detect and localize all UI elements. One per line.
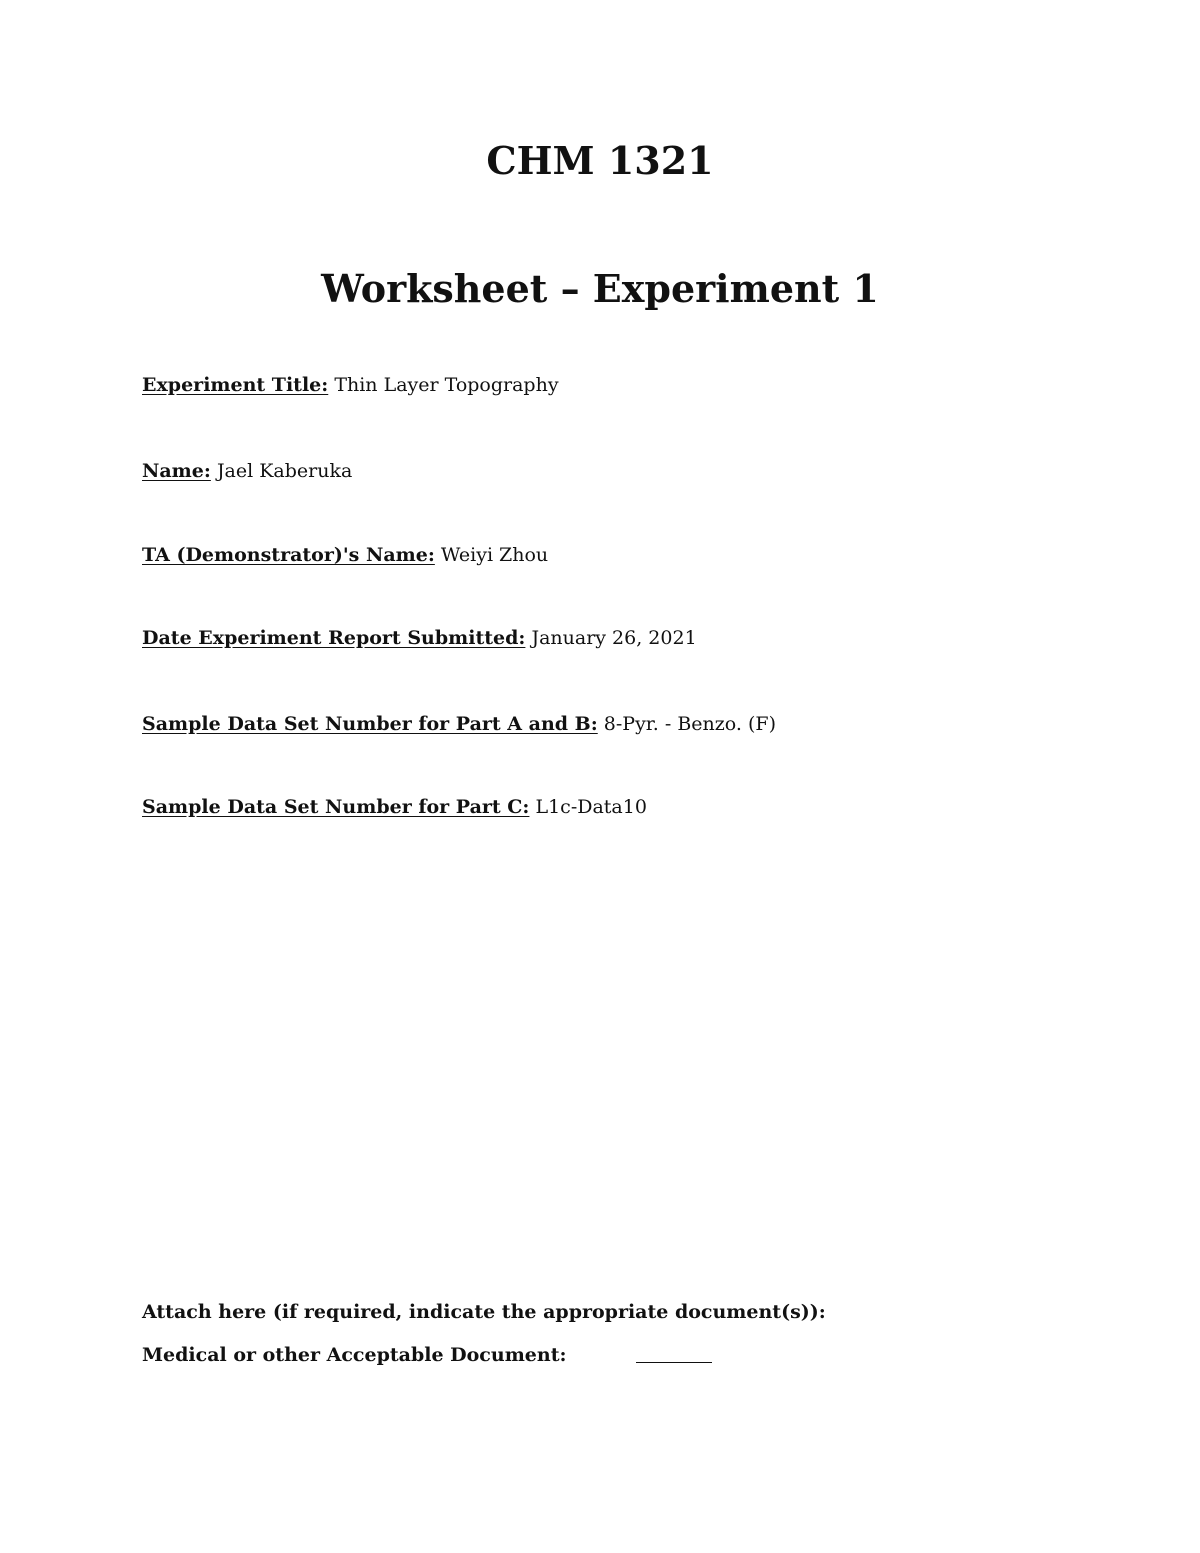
data-set-c-label: Sample Data Set Number for Part C: <box>142 796 530 818</box>
ta-name-label: TA (Demonstrator)'s Name: <box>142 544 435 566</box>
data-set-ab-field <box>142 711 776 737</box>
worksheet-title: Worksheet – Experiment 1 <box>321 266 879 311</box>
attach-instruction: Attach here (if required, indicate the appropriate document(s)): <box>142 1301 826 1323</box>
name-field <box>142 458 352 484</box>
date-submitted-label: Date Experiment Report Submitted: <box>142 627 526 649</box>
date-submitted-value: January 26, 2021 <box>531 627 697 649</box>
ta-name-value: Weiyi Zhou <box>440 544 549 566</box>
data-set-c-value: L1c-Data10 <box>535 796 647 818</box>
data-set-ab-value: 8-Pyr. - Benzo. (F) <box>603 713 776 735</box>
course-code: CHM 1321 <box>486 138 714 183</box>
medical-document-blank <box>636 1362 712 1363</box>
experiment-title-label: Experiment Title: <box>142 374 329 396</box>
experiment-title-value: Thin Layer Topography <box>334 374 559 396</box>
data-set-ab-label: Sample Data Set Number for Part A and B: <box>142 713 598 735</box>
data-set-c-field <box>142 794 647 820</box>
ta-name-field <box>142 542 548 568</box>
medical-document-label: Medical or other Acceptable Document: <box>142 1344 567 1366</box>
experiment-title-field <box>142 372 559 398</box>
name-label: Name: <box>142 460 211 482</box>
name-value: Jael Kaberuka <box>216 460 353 482</box>
date-submitted-field <box>142 625 697 651</box>
